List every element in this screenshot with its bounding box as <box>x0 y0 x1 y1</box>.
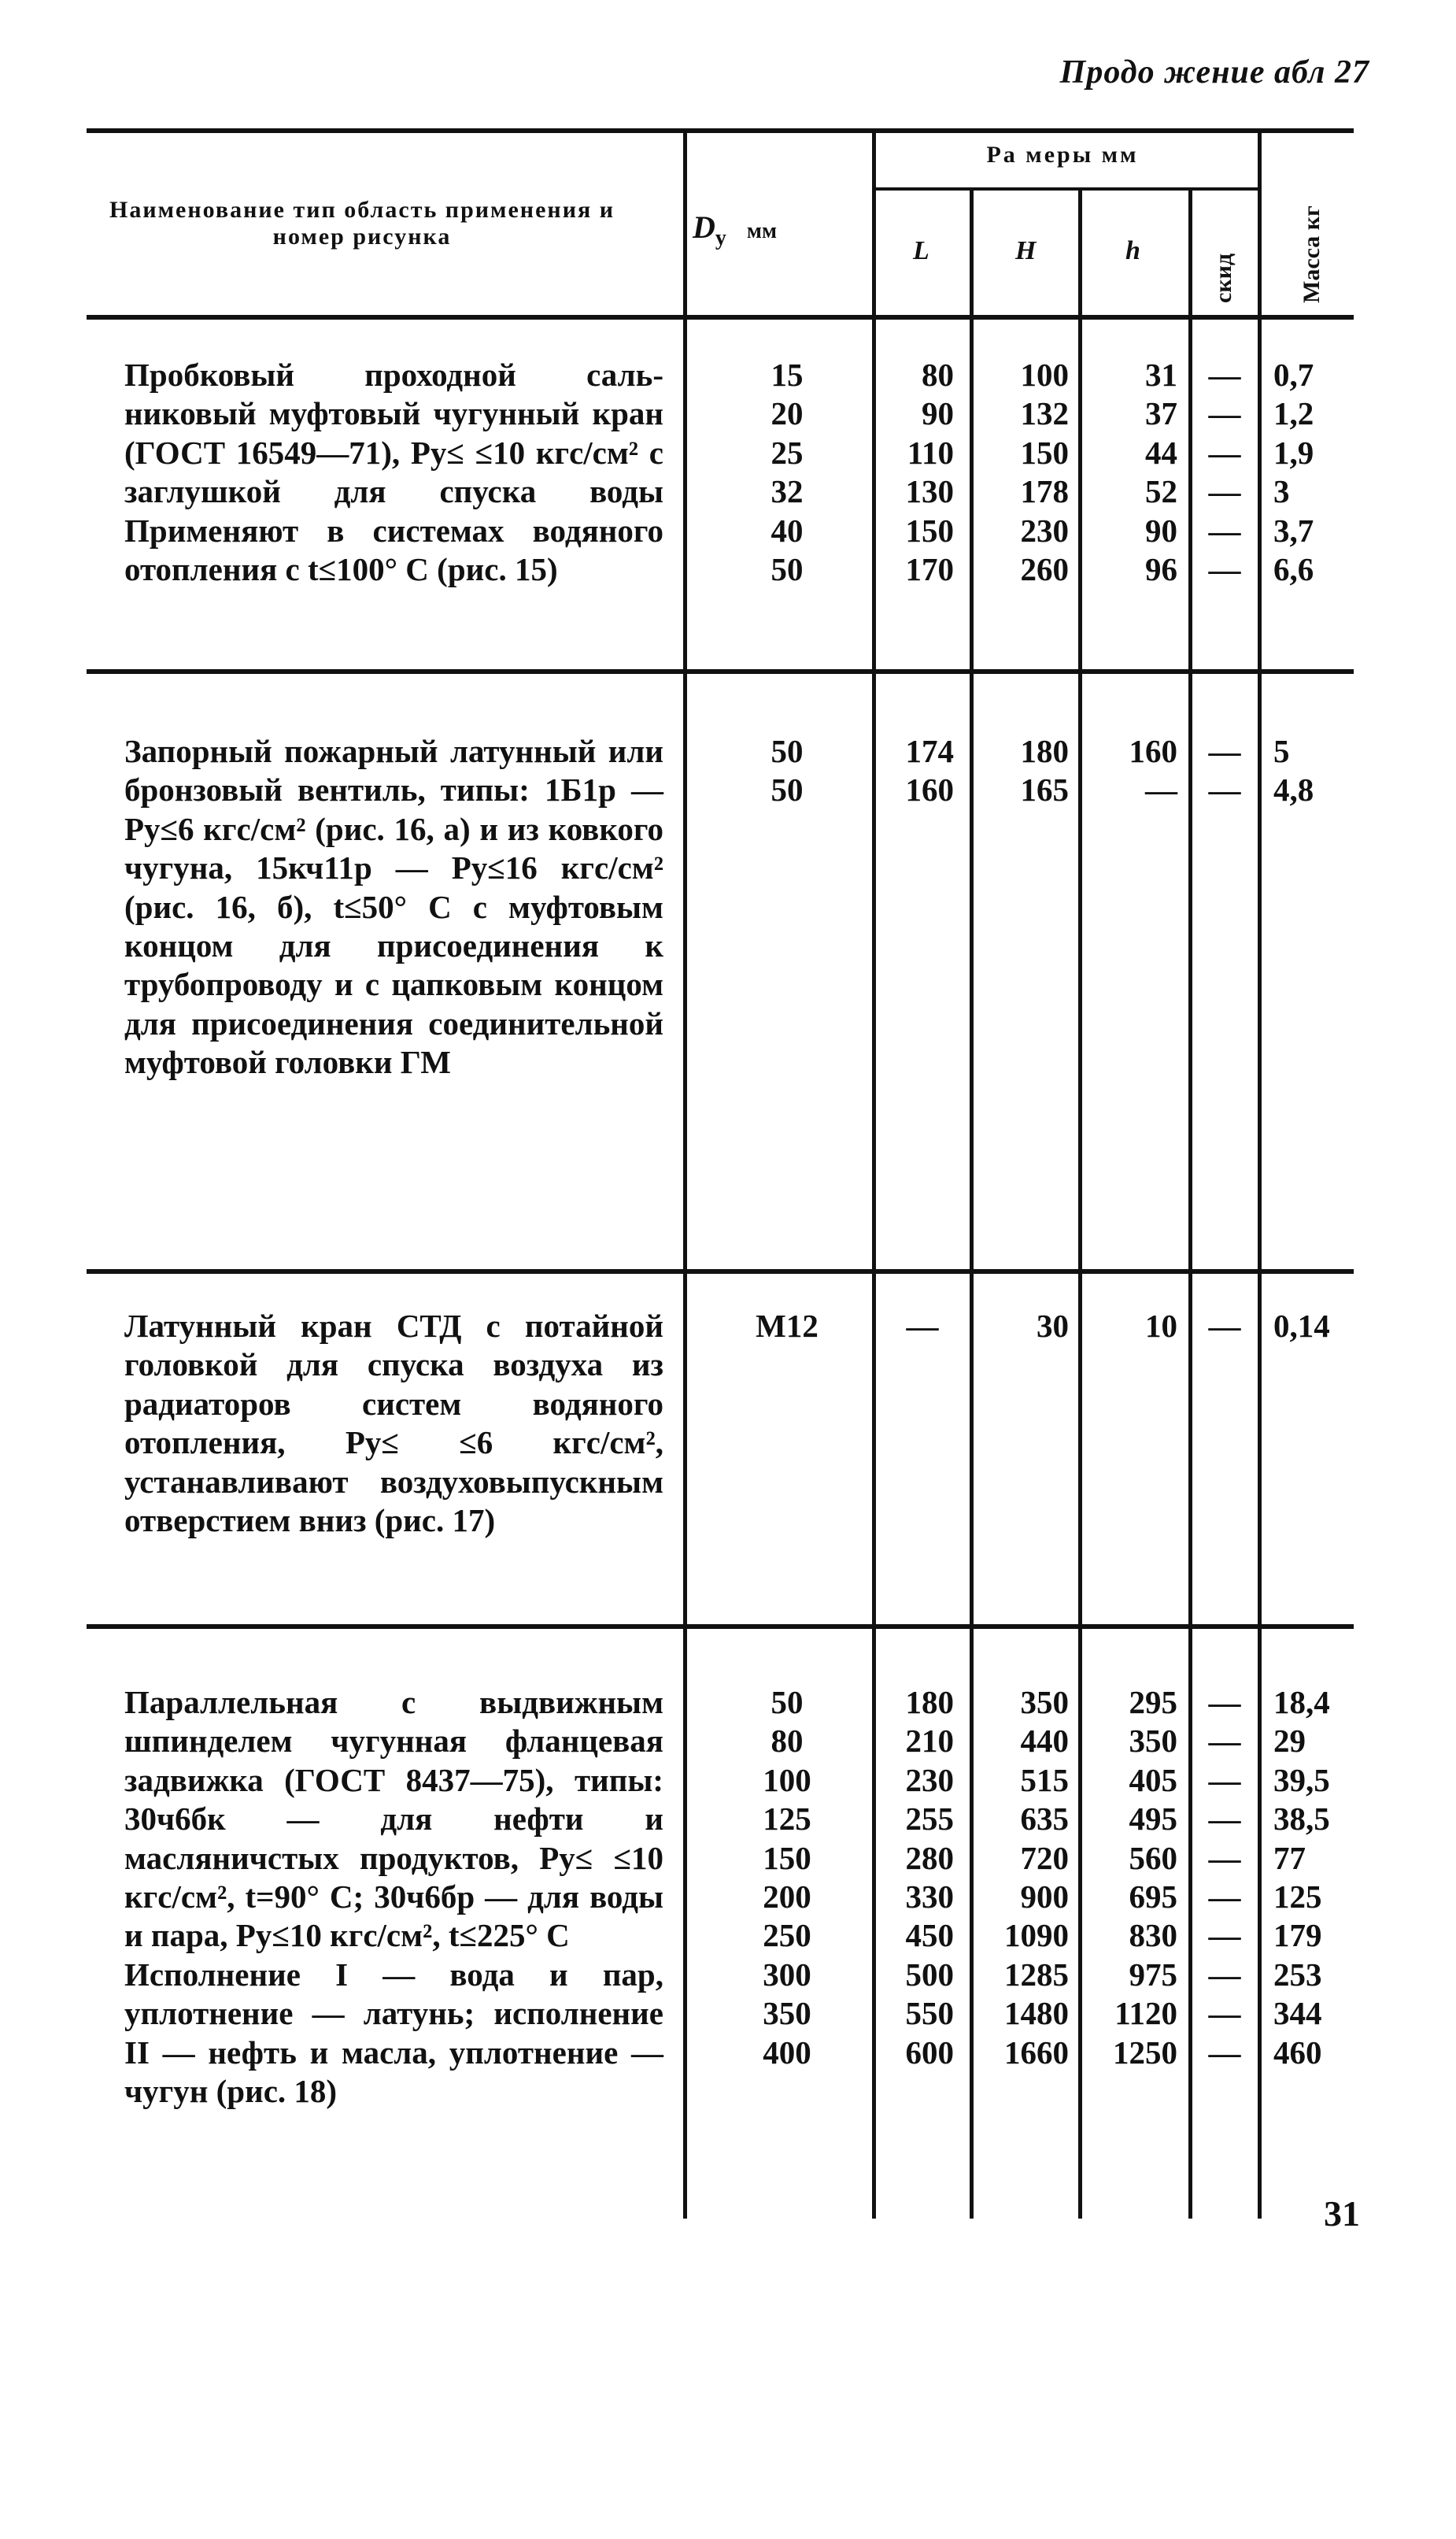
row-4-skid: — — — — — — — — — — <box>1208 1684 1241 2071</box>
row-3-l: — <box>906 1308 939 1344</box>
row-4-mass: 18,4 29 39,5 38,5 77 125 179 253 344 460 <box>1273 1684 1330 2071</box>
row-2-description: Запорный пожарный латунный или бронзовый вентиль, типы: 1Б1р — Pу≤6 кгс/см² (рис. 16, а) и из ковкого чугуна, 15кч11р — Pу≤16 кгс/см² (рис. 16, б), t≤50° С с муфтовым концом для присоединения к трубопроводу и с цапковым концом для присоединения соединительной муфтовой головки ГМ <box>124 733 663 1081</box>
row-3-h-lower: 10 <box>1145 1308 1177 1344</box>
header-dy <box>693 209 777 251</box>
header-dy-unit: мм <box>746 219 778 243</box>
row-divider-3 <box>87 1624 1354 1629</box>
row-3-mass: 0,14 <box>1273 1308 1330 1344</box>
row-4-h-lower: 295 350 405 495 560 695 830 975 1120 1250 <box>1113 1684 1177 2071</box>
header-sizes: Ра меры мм <box>986 142 1139 168</box>
row-divider-2 <box>87 1269 1354 1274</box>
row-1-mass: 0,7 1,2 1,9 3 3,7 6,6 <box>1273 357 1314 588</box>
row-divider-1 <box>87 669 1354 674</box>
row-2-mass: 5 4,8 <box>1273 733 1314 809</box>
header-skid: скид <box>1210 253 1236 303</box>
row-4-l: 180 210 230 255 280 330 450 500 550 600 <box>905 1684 954 2071</box>
col-rule-name <box>683 128 687 2219</box>
header-dy-symbol: D <box>693 209 715 245</box>
row-3-h-upper: 30 <box>1037 1308 1069 1344</box>
row-1-skid: — — — — — — <box>1208 357 1241 588</box>
row-1-description: Пробковый проходной саль-никовый муфтовый чугунный кран (ГОСТ 16549—71), Pу≤ ≤10 кгс/см² с заглушкой для спуска воды Применяют в системах водяного отопления с t≤100° С (рис. 15) <box>124 357 663 588</box>
row-2-h-upper: 180 165 <box>1020 733 1069 809</box>
row-1-dy: 15 20 25 32 40 50 <box>770 357 804 588</box>
row-2-l: 174 160 <box>905 733 954 809</box>
header-h-lower: h <box>1125 236 1140 265</box>
table-top-rule <box>87 128 1354 133</box>
row-3-description: Латунный кран СТД с потайной головкой для спуска воздуха из радиаторов систем водяного отопления, Pу≤ ≤6 кгс/см², устанавливают воздуховыпускным отверстием вниз (рис. 17) <box>124 1308 663 1539</box>
table-caption: Продо жение абл 27 <box>1059 54 1369 91</box>
row-1-h-lower: 31 37 44 52 90 96 <box>1145 357 1177 588</box>
header-dy-subscript: у <box>715 226 726 250</box>
header-bottom-rule <box>87 315 1354 320</box>
row-3-skid: — <box>1208 1308 1241 1344</box>
row-2-dy: 50 50 <box>770 733 804 809</box>
row-4-dy: 50 80 100 125 150 200 250 300 350 400 <box>763 1684 811 2071</box>
row-3-dy: М12 <box>756 1308 819 1344</box>
col-rule-l <box>970 189 974 2219</box>
page-number: 31 <box>1324 2193 1360 2234</box>
row-4-description: Параллельная с выдвижным шпинделем чугунная фланцевая задвижка (ГОСТ 8437—75), типы: 30ч6бк — для нефти и масляничстых продуктов, Pу≤ ≤10 кгс/см², t=90° С; 30ч6бр — для воды и пара, Pу≤10 кгс/см², t≤225° С Исполнение I — вода и пар, уплотнение — латунь; исполнение II — нефть и масла, уплотнение — чугун (рис. 18) <box>124 1684 663 2110</box>
header-h-upper: H <box>1015 236 1037 265</box>
row-1-h-upper: 100 132 150 178 230 260 <box>1020 357 1069 588</box>
col-rule-h-upper <box>1078 189 1082 2219</box>
col-rule-h-lower <box>1188 189 1192 2219</box>
row-4-h-upper: 350 440 515 635 720 900 1090 1285 1480 1660 <box>1004 1684 1069 2071</box>
row-2-h-lower: 160 — <box>1129 733 1177 809</box>
header-name: Наименование тип область применения и номер рисунка <box>109 197 615 250</box>
header-mass: Масса кг <box>1299 205 1325 303</box>
sizes-subheader-rule <box>872 187 1258 191</box>
row-2-skid: — — <box>1208 733 1241 809</box>
row-1-l: 80 90 110 130 150 170 <box>905 357 954 588</box>
col-rule-skid <box>1258 128 1262 2219</box>
header-l: L <box>913 236 929 265</box>
